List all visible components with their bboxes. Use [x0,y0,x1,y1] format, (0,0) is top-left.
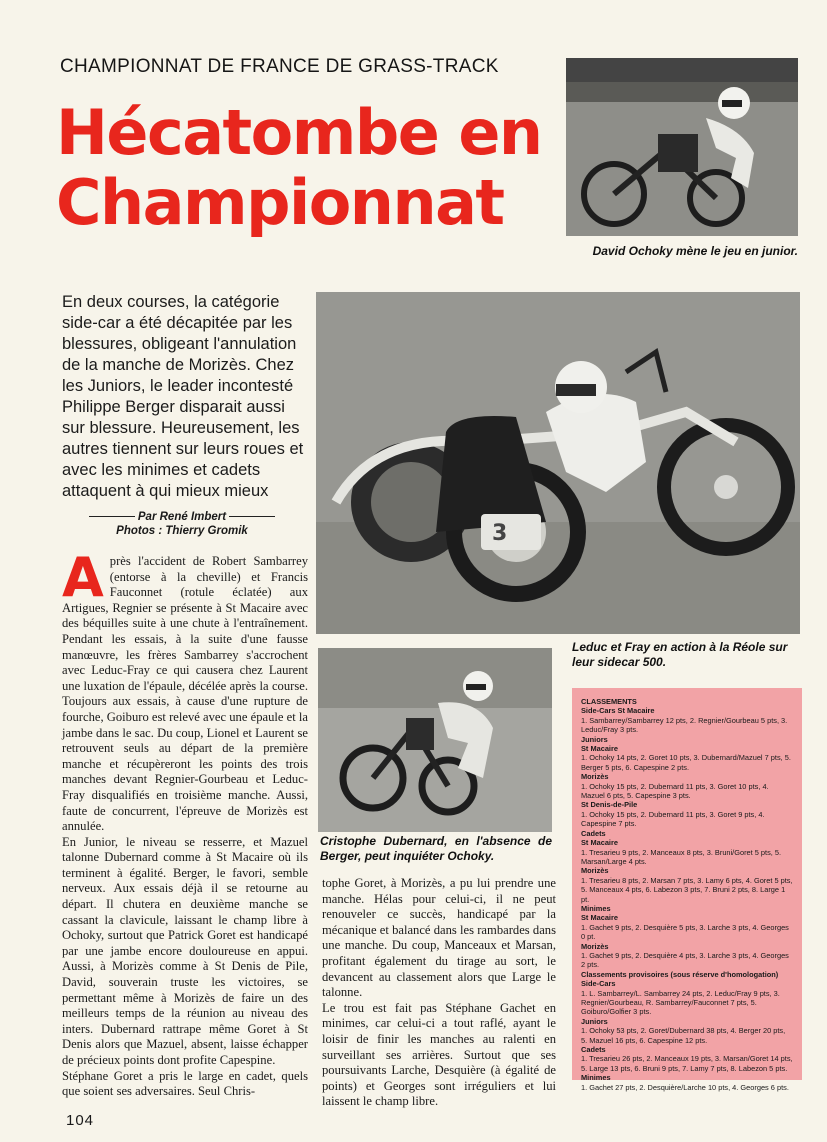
results-subheading: Minimes [581,903,611,913]
photo-dubernard [318,648,552,832]
article-paragraph: près l'accident de Robert Sambarrey (entorse à la cheville) et Francis Fauconnet (rotule éclatée) aux Artigues, Regnier se présente à St Macaire avec des béquilles suite à une chute à l'entraînement. Pendant les essais, à la suite d'une fausse manœuvre, les frères Sambarrey s'accrochent avec Leduc-Fray ce qui causera chez Laurent une luxation de l'épaule, décélée après la course. Toujours aux essais, à cause d'une rupture de fourche, Goiburo est relevé avec une épaule et la jambe dans le sac. Du coup, Lionel et Laurent se retrouvent seuls au départ de la première manche et récupèreront les points des trois manches devant Regnier-Gourbeau et Leduc-Fray disqualifiés en troisième manche. Aussi, faute de concurrent, l'épreuve de Morizès est annulée. [62,554,308,834]
results-line: 1. Tresarieu 26 pts, 2. Manceaux 19 pts, 3. Marsan/Goret 14 pts, 5. Large 13 pts, 6. Bruni 9 pts, 7. Lamy 7 pts, 8. Labezon 5 pts. [581,1054,793,1073]
results-line: 1. Ochoky 15 pts, 2. Dubernard 11 pts, 3. Goret 10 pts, 4. Mazuel 6 pts, 5. Capespine 3 pts. [581,781,769,801]
results-heading: CLASSEMENTS [581,697,637,706]
photo-sidecar [316,292,800,634]
results-subheading: Classements provisoires (sous réserve d'homologation) [581,969,779,979]
results-subheading: St Macaire [581,744,618,754]
article-paragraph: tophe Goret, à Morizès, a pu lui prendre une manche. Hélas pour celui-ci, il ne peut renouveler ce succès, handicapé par la mécanique et balancé dans les rambardes dans une manche. Du coup, Manceaux et Marsan, profitant également du tirage au sort, le devancent au classement alors que Large le talonne. [322,876,556,1000]
byline-photos: Photos : Thierry Gromik [116,525,248,537]
caption-middle: Cristophe Dubernard, en l'absence de Berger, peut inquiéter Ochoky. [320,834,552,863]
article-column-1 [62,546,308,1100]
lead-paragraph: En deux courses, la catégorie side-car a été décapitée par les blessures, obligeant l'annulation de la manche de Morizès. Chez les Juniors, le leader incontesté Philippe Berger disparait aussi sur blessure. Heureusement, les autres tiennent sur leurs roues et avec les minimes et cadets attaquent à qui mieux mieux [62,293,304,500]
results-subheading: Minimes [581,1073,611,1083]
caption-top-right: David Ochoky mène le jeu en junior. [592,244,798,258]
results-subheading: Cadets [581,1045,606,1055]
article-paragraph: En Junior, le niveau se resserre, et Mazuel talonne Dubernard comme à St Macaire où ils terminent à égalité. Berger, le favori, semble nerveux. Aux essais déjà il se retourne au départ. Il chutera en deuxième manche se cassant la clavicule, laissant le champ libre à Ochoky, surtout que Patrick Goret est handicapé par une jambe encore douloureuse en appui. Aussi, à Morizès comme à St Denis de Pile, David, souverain truste les victoires, se permettant même à Morizès de faire un des meilleurs temps de la réunion au niveau des inters. Dubernard rattrape même Goret à St Denis alors que Mazuel, absent, laisse échapper de précieux points dont profite Capespine. [62,834,308,1067]
article-paragraph: Stéphane Goret a pris le large en cadet, quels que soient ses adversaires. Seul Chris- [62,1068,308,1099]
results-list [581,706,793,1092]
results-subheading: Morizès [581,866,609,876]
results-line: 1. Tresarieu 9 pts, 2. Manceaux 8 pts, 3. Bruni/Goret 5 pts, 5. Marsan/Large 4 pts. [581,847,782,866]
photo-junior-rider [566,58,798,236]
results-line: 1. Sambarrey/Sambarrey 12 pts, 2. Regnier/Gourbeau 5 pts, 3. Leduc/Fray 3 pts. [581,715,788,735]
byline [62,510,302,538]
title-line-2: Championnat [56,166,504,239]
results-subheading: St Macaire [581,838,618,848]
results-subheading: Juniors [581,1016,608,1026]
caption-sidecar: Leduc et Fray en action à la Réole sur leur sidecar 500. [572,640,788,669]
results-subheading: Juniors [581,734,608,744]
results-line: 1. Ochoky 14 pts, 2. Goret 10 pts, 3. Dubernard/Mazuel 7 pts, 5. Berger 5 pts, 6. Capespine 2 pts. [581,753,791,772]
section-kicker: CHAMPIONNAT DE FRANCE DE GRASS-TRACK [60,56,499,77]
results-line: 1. Gachet 9 pts, 2. Desquière 5 pts, 3. Larche 3 pts, 4. Georges 0 pt. [581,922,789,942]
drop-cap: A [62,546,104,609]
byline-rule-left [89,516,135,517]
results-line: 1. Ochoky 15 pts, 2. Dubernard 11 pts, 3. Goret 9 pts, 4. Capespine 7 pts. [581,809,765,829]
results-subheading: Morizès [581,772,609,782]
article-title [56,98,556,238]
results-line: 1. Tresarieu 8 pts, 2. Marsan 7 pts, 3. Lamy 6 pts, 4. Goret 5 pts, 5. Manceaux 4 pts, 6. Labezon 3 pts, 7. Bruni 2 pts, 8. Large 1 pt. [581,875,793,904]
article-paragraph: Le trou est fait pas Stéphane Gachet en minimes, car celui-ci a tout raflé, ayant le loisir de finir les manches au ralenti en surveillant ses arrières. Surtout que ses poursuivants Larche, Desquière (à égalité de points) et Georges sont irréguliers et lui laissent le champ libre. [322,1000,556,1109]
sidecar-number-plate: 3 [492,521,508,546]
byline-rule-right [229,516,275,517]
results-line: 1. L. Sambarrey/L. Sambarrey 24 pts, 2. Leduc/Fray 9 pts, 3. Regnier/Gourbeau, R. Sambarrey/Fauconnet 7 pts, 5. Goiburo/Golfier 3 pts. [581,988,780,1017]
results-subheading: St Denis-de-Pile [581,800,638,810]
results-subheading: Side-Cars St Macaire [581,706,655,716]
results-subheading: Morizès [581,941,609,951]
results-line: 1. Gachet 27 pts, 2. Desquière/Larche 10 pts, 4. Georges 6 pts. [581,1082,789,1092]
results-box [572,688,802,1092]
results-line: 1. Gachet 9 pts, 2. Desquière 4 pts, 3. Larche 3 pts, 4. Georges 2 pts. [581,950,789,970]
results-subheading: Cadets [581,828,606,838]
page-number: 104 [66,1112,95,1129]
title-line-1: Hécatombe en [56,96,542,169]
article-column-2 [322,876,556,1110]
byline-author: Par René Imbert [137,511,227,523]
results-subheading: St Macaire [581,913,618,923]
results-line: 1. Ochoky 53 pts, 2. Goret/Dubernard 38 pts, 4. Berger 20 pts, 5. Mazuel 16 pts, 6. Capespine 12 pts. [581,1026,786,1045]
results-subheading: Side-Cars [581,979,616,989]
